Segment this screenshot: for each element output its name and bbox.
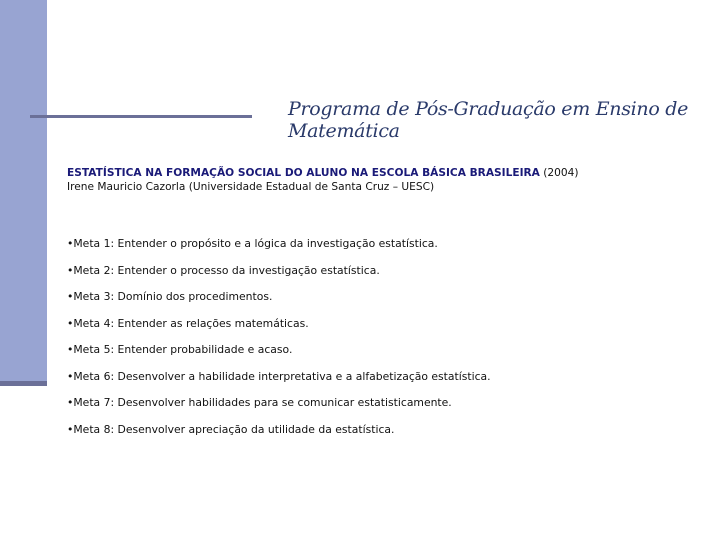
list-item: •Meta 4: Entender as relações matemáticas. [67,316,309,330]
list-item: •Meta 2: Entender o processo da investigação estatística. [67,263,380,277]
reference-author: Irene Mauricio Cazorla (Universidade Estadual de Santa Cruz – UESC) [67,181,435,193]
sidebar-footer-band [0,381,47,386]
meta-list [67,236,491,448]
sidebar-decoration [0,0,47,382]
header-rule [30,115,252,118]
reference-title: ESTATÍSTICA NA FORMAÇÃO SOCIAL DO ALUNO NA ESCOLA BÁSICA BRASILEIRA [67,167,540,179]
reference [67,166,578,194]
reference-year: (2004) [543,167,579,179]
program-title: Programa de Pós-Graduação em Ensino de Matemática [288,98,689,142]
list-item: •Meta 8: Desenvolver apreciação da utilidade da estatística. [67,422,395,436]
list-item: •Meta 6: Desenvolver a habilidade interpretativa e a alfabetização estatística. [67,369,491,383]
list-item: •Meta 7: Desenvolver habilidades para se comunicar estatisticamente. [67,396,452,409]
list-item: •Meta 3: Domínio dos procedimentos. [67,290,273,303]
list-item: •Meta 5: Entender probabilidade e acaso. [67,343,293,356]
list-item: •Meta 1: Entender o propósito e a lógica da investigação estatística. [67,237,438,250]
